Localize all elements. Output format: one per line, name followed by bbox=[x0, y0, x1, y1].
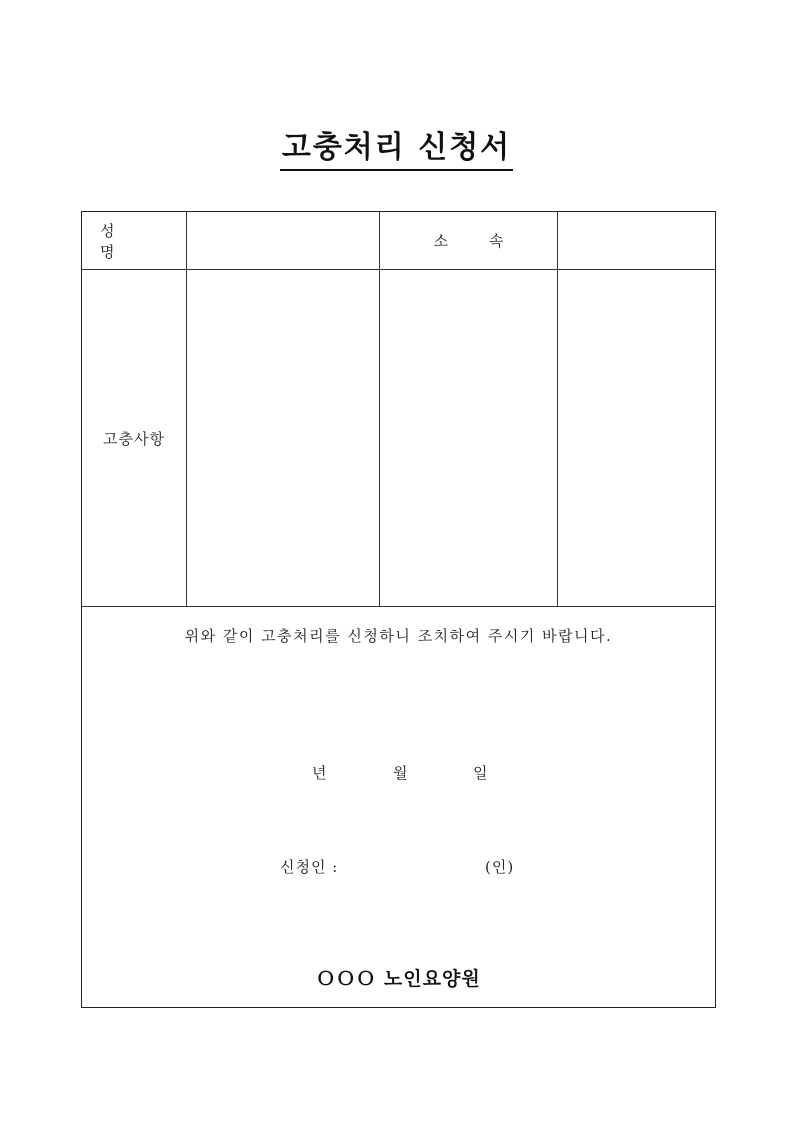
complaint-field-1[interactable] bbox=[187, 270, 379, 606]
complaint-field-2[interactable] bbox=[380, 270, 557, 606]
name-field[interactable] bbox=[187, 212, 379, 269]
request-statement: 위와 같이 고충처리를 신청하니 조치하여 주시기 바랍니다. bbox=[184, 627, 613, 645]
year-label: 년 bbox=[312, 764, 327, 782]
affiliation-field[interactable] bbox=[558, 212, 715, 269]
date-row bbox=[82, 762, 715, 784]
document-title-block bbox=[0, 128, 793, 178]
affiliation-label: 소 속 bbox=[433, 232, 522, 250]
row-divider-2 bbox=[82, 606, 715, 607]
name-label: 성 명 bbox=[100, 221, 133, 261]
day-label: 일 bbox=[473, 764, 488, 782]
applicant-row bbox=[82, 856, 715, 878]
application-form bbox=[81, 211, 716, 1008]
name-label-cell bbox=[82, 212, 186, 269]
applicant-label: 신청인 : bbox=[280, 858, 339, 876]
complaint-field-3[interactable] bbox=[558, 270, 715, 606]
organization-name: ＯＯＯ 노인요양원 bbox=[316, 968, 481, 990]
month-label: 월 bbox=[393, 764, 408, 782]
seal-label: (인) bbox=[485, 858, 515, 876]
document-title: 고충처리 신청서 bbox=[280, 128, 513, 171]
applicant-field[interactable] bbox=[352, 856, 482, 876]
complaint-label: 고충사항 bbox=[103, 429, 165, 448]
affiliation-label-cell bbox=[380, 212, 557, 269]
complaint-label-cell bbox=[82, 270, 186, 606]
